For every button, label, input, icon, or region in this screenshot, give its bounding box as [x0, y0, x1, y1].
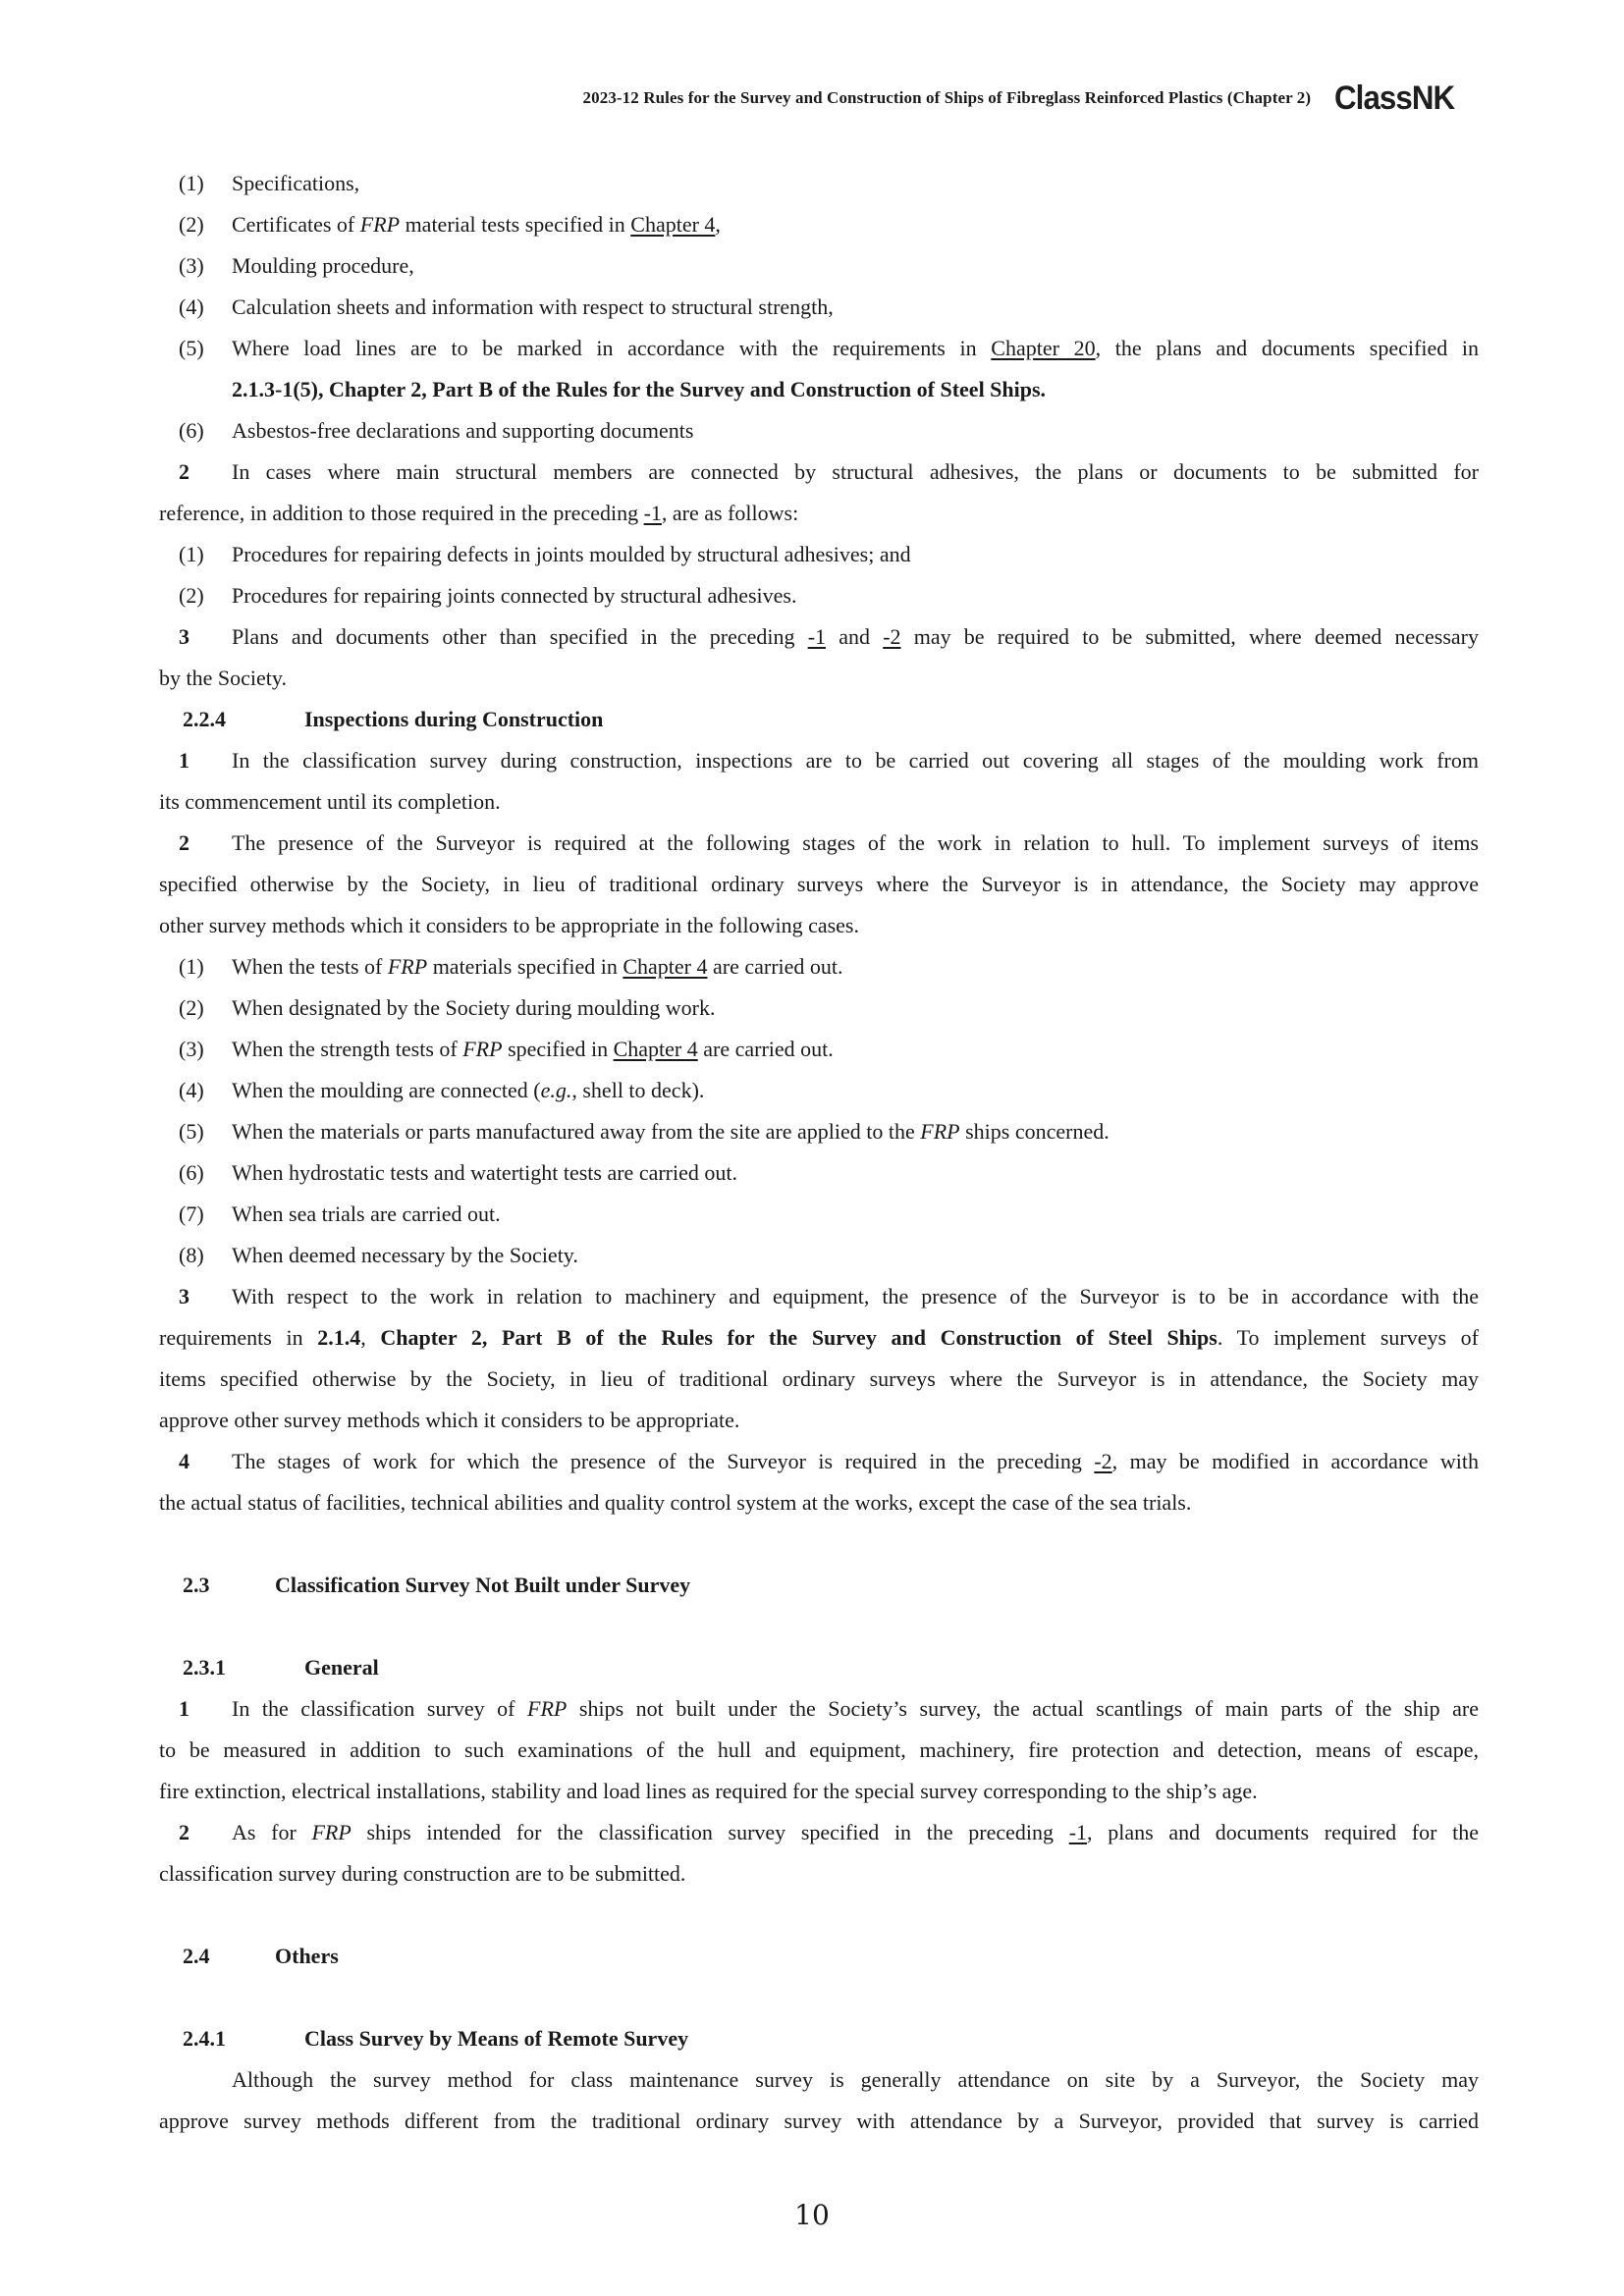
- paragraph-line: fire extinction, electrical installations, stability and load lines as required for the special survey corresponding to the ship’s age.: [159, 1779, 1258, 1803]
- paragraph-line: the actual status of facilities, technical abilities and quality control system at the works, except the case of the sea trials.: [159, 1490, 1192, 1515]
- page-number: 10: [794, 2199, 830, 2231]
- paragraph-line: by the Society.: [159, 666, 287, 690]
- section-heading: 2.4.1 Class Survey by Means of Remote Survey: [183, 2026, 689, 2051]
- section-heading: 2.4 Others: [183, 1944, 339, 1968]
- list-item: (3) Moulding procedure,: [179, 253, 414, 278]
- paragraph-line: items specified otherwise by the Society, in lieu of traditional ordinary surveys where the Surveyor is in attendance, the Society may: [159, 1366, 1479, 1391]
- paragraph-line: to be measured in addition to such examinations of the hull and equipment, machinery, fire protection and detection, means of escape,: [159, 1737, 1479, 1762]
- ref-1-link[interactable]: -1: [643, 501, 662, 525]
- paragraph-line: its commencement until its completion.: [159, 789, 501, 814]
- list-item: (6) Asbestos-free declarations and supporting documents: [179, 418, 694, 443]
- list-item: (5) Where load lines are to be marked in accordance with the requirements in Chapter 20, the plans and documents specified in: [179, 336, 1479, 360]
- paragraph-line: classification survey during construction are to be submitted.: [159, 1861, 686, 1886]
- paragraph-line: specified otherwise by the Society, in lieu of traditional ordinary surveys where the Surveyor is in attendance, the Society may approve: [159, 872, 1479, 896]
- page-header: [583, 77, 1465, 120]
- paragraph-line: 2 The presence of the Surveyor is required at the following stages of the work in relation to hull. To implement surveys of items: [179, 830, 1479, 855]
- list-item: (1) Procedures for repairing defects in joints moulded by structural adhesives; and: [179, 542, 911, 566]
- list-item: (7) When sea trials are carried out.: [179, 1201, 501, 1226]
- list-item-continuation: 2.1.3-1(5), Chapter 2, Part B of the Rules for the Survey and Construction of Steel Ships.: [232, 377, 1047, 401]
- list-item: (6) When hydrostatic tests and watertight tests are carried out.: [179, 1160, 737, 1185]
- list-item: (4) When the moulding are connected (e.g., shell to deck).: [179, 1078, 705, 1102]
- section-heading: 2.3 Classification Survey Not Built under Survey: [183, 1573, 691, 1597]
- paragraph-line: other survey methods which it considers to be appropriate in the following cases.: [159, 913, 859, 937]
- list-item: (8) When deemed necessary by the Society.: [179, 1243, 578, 1267]
- paragraph-line: Although the survey method for class maintenance survey is generally attendance on site by a Surveyor, the Society may: [232, 2067, 1479, 2092]
- ref-2-link[interactable]: -2: [883, 624, 901, 649]
- ref-1-link[interactable]: -1: [1068, 1820, 1088, 1844]
- paragraph-line: approve other survey methods which it considers to be appropriate.: [159, 1408, 740, 1432]
- chapter-4-link[interactable]: Chapter 4: [613, 1037, 698, 1061]
- list-item: (4) Calculation sheets and information with respect to structural strength,: [179, 294, 834, 319]
- header-title: 2023-12 Rules for the Survey and Construction of Ships of Fibreglass Reinforced Plastics (Chapter 2): [582, 88, 1312, 107]
- section-heading: 2.2.4 Inspections during Construction: [183, 707, 604, 731]
- ref-2-link[interactable]: -2: [1094, 1449, 1112, 1473]
- list-item: (1) Specifications,: [179, 171, 360, 195]
- paragraph-line: 4 The stages of work for which the presence of the Surveyor is required in the preceding -2, may be modified in accordance with: [179, 1449, 1479, 1473]
- list-item: (5) When the materials or parts manufactured away from the site are applied to the FRP ships concerned.: [179, 1119, 1110, 1144]
- paragraph-line: 3 With respect to the work in relation to machinery and equipment, the presence of the Surveyor is to be in accordance with the: [179, 1284, 1479, 1308]
- paragraph-line: 3 Plans and documents other than specified in the preceding -1 and -2 may be required to be submitted, where deemed necessary: [179, 624, 1479, 649]
- chapter-4-link[interactable]: Chapter 4: [623, 954, 708, 979]
- paragraph-line: 1 In the classification survey of FRP ships not built under the Society’s survey, the actual scantlings of main parts of the ship are: [179, 1696, 1479, 1721]
- ref-1-link[interactable]: -1: [807, 624, 827, 649]
- list-item: (2) When designated by the Society during moulding work.: [179, 995, 716, 1020]
- list-item: (1) When the tests of FRP materials specified in Chapter 4 are carried out.: [179, 954, 843, 979]
- list-item: (2) Procedures for repairing joints connected by structural adhesives.: [179, 583, 797, 608]
- classnk-logo: ClassNK: [1334, 79, 1455, 117]
- paragraph-line: 2 As for FRP ships intended for the classification survey specified in the preceding -1, plans and documents required for the: [179, 1820, 1479, 1844]
- list-item: (2) Certificates of FRP material tests specified in Chapter 4,: [179, 212, 721, 237]
- section-heading: 2.3.1 General: [183, 1655, 379, 1680]
- chapter-20-link[interactable]: Chapter 20: [991, 336, 1096, 360]
- chapter-4-link[interactable]: Chapter 4: [630, 212, 716, 237]
- list-item: (3) When the strength tests of FRP specified in Chapter 4 are carried out.: [179, 1037, 834, 1061]
- paragraph-line: requirements in 2.1.4, Chapter 2, Part B of the Rules for the Survey and Construction of Steel Ships. To implement surveys of: [159, 1325, 1479, 1350]
- paragraph-line: 1 In the classification survey during construction, inspections are to be carried out covering all stages of the moulding work from: [179, 748, 1479, 773]
- paragraph-line: approve survey methods different from the traditional ordinary survey with attendance by a Surveyor, provided that survey is carried: [159, 2109, 1479, 2133]
- paragraph-line: 2 In cases where main structural members are connected by structural adhesives, the plans or documents to be submitted for: [179, 459, 1479, 484]
- paragraph-line: reference, in addition to those required in the preceding -1, are as follows:: [159, 501, 799, 525]
